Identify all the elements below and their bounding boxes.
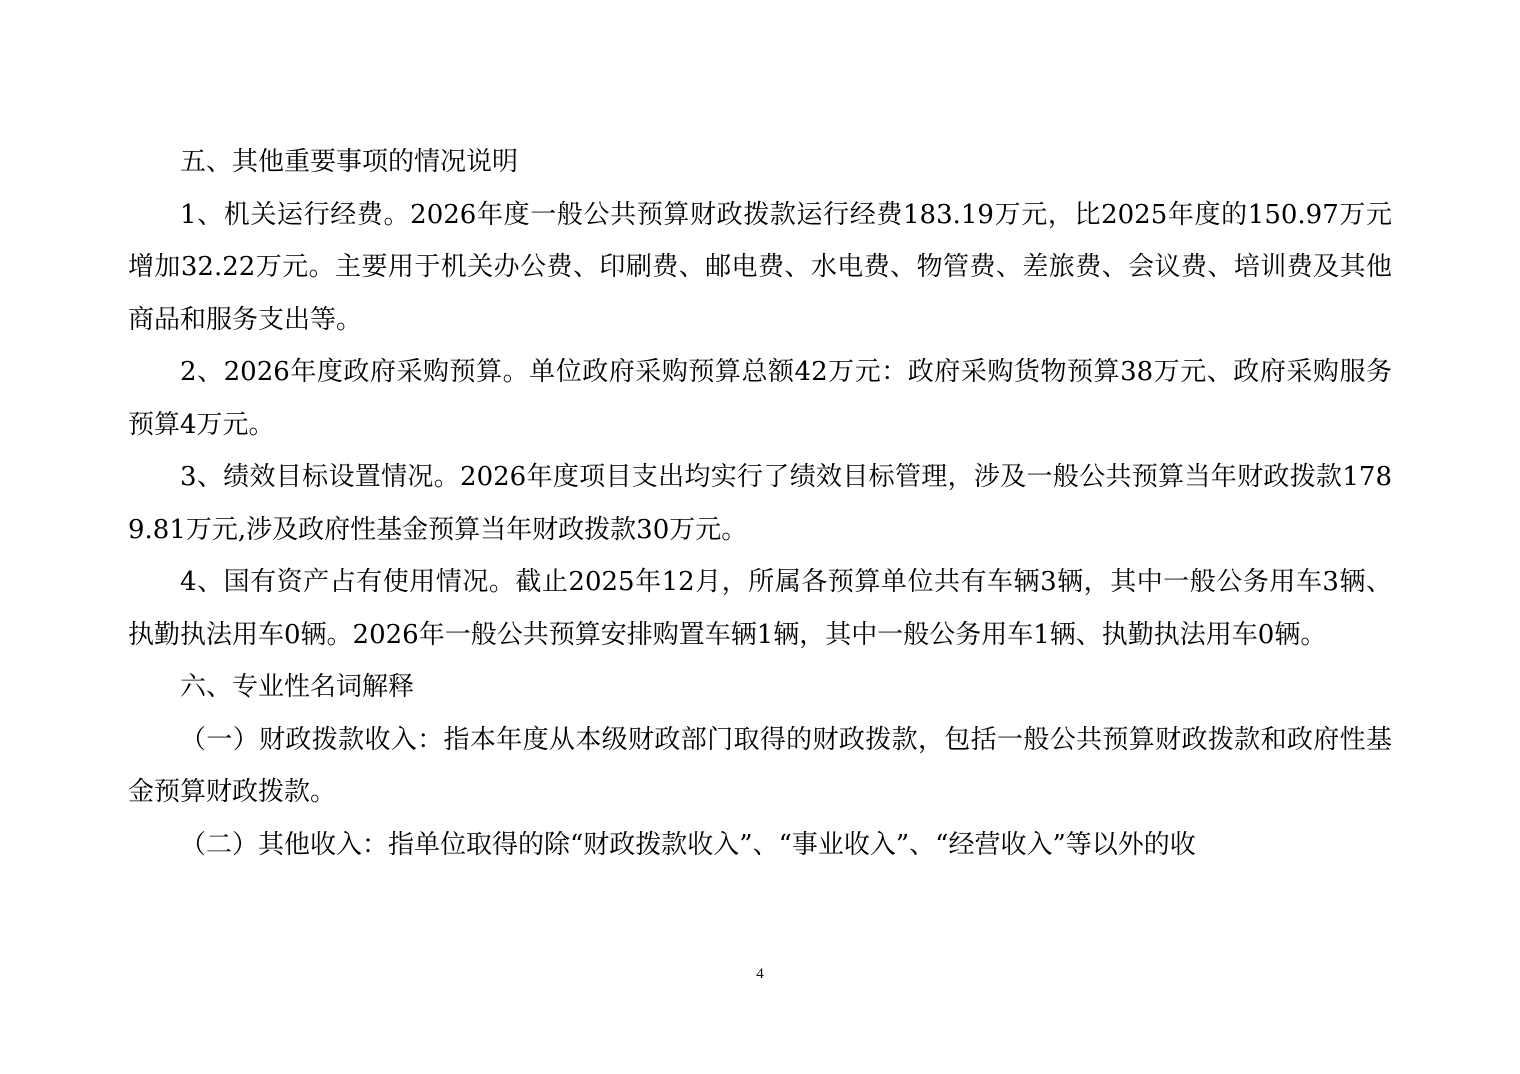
paragraph-operating-expenses: 1、机关运行经费。2026年度一般公共预算财政拨款运行经费183.19万元，比2025年度的150.97万元增加32.22万元。主要用于机关办公费、印刷费、邮电费、水电费、物管费、差旅费、会议费、培训费及其他商品和服务支出等。 [128,199,1392,335]
paragraph-performance-targets: 3、绩效目标设置情况。2026年度项目支出均实行了绩效目标管理，涉及一般公共预算当年财政拨款1789.81万元,涉及政府性基金预算当年财政拨款30万元。 [128,462,1392,545]
section-heading-terminology: 六、专业性名词解释 [180,672,415,702]
paragraph-state-assets: 4、国有资产占有使用情况。截止2025年12月，所属各预算单位共有车辆3辆，其中一般公务用车3辆、执勤执法用车0辆。2026年一般公共预算安排购置车辆1辆，其中一般公务用车1辆、执勤执法用车0辆。 [128,567,1392,650]
document-body [128,136,1392,871]
paragraph-other-income: （二）其他收入：指单位取得的除“财政拨款收入”、“事业收入”、“经营收入”等以外的收 [180,829,1196,860]
paragraph-government-procurement: 2、2026年度政府采购预算。单位政府采购预算总额42万元：政府采购货物预算38万元、政府采购服务预算4万元。 [128,357,1392,440]
page-number: 4 [756,966,764,982]
section-heading-other-important-matters: 五、其他重要事项的情况说明 [180,147,519,177]
paragraph-fiscal-appropriation-income: （一）财政拨款收入：指本年度从本级财政部门取得的财政拨款，包括一般公共预算财政拨款和政府性基金预算财政拨款。 [128,724,1392,807]
